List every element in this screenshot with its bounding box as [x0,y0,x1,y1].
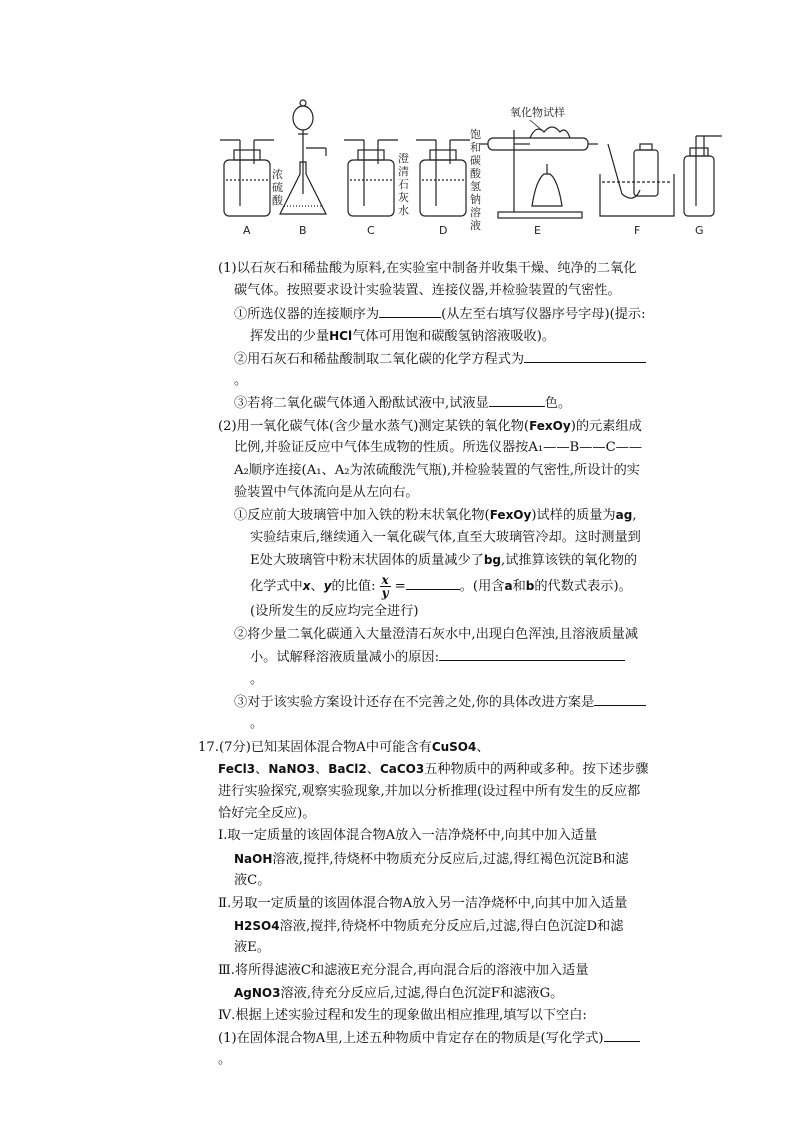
q16-p2-line4: 验装置中气体流向是从左向右。 [234,484,419,500]
q17-line2: FeCl3、NaNO3、BaCl2、CaCO3五种物质中的两种或多种。按下述步骤 [218,762,649,778]
svg-text:硫: 硫 [272,181,283,194]
q17-step2-c: 液E。 [234,940,271,956]
q17-step3: Ⅲ.将所得滤液C和滤液E充分混合,再向混合后的溶液中加入适量 [218,962,589,978]
label-b: B [299,224,307,237]
q16-p2-item1-f: 化学式中x、y的比值: $\frac{x}{y}$ = 。(用含a和b的代数式表示)。 [250,573,632,601]
q16-p2-item1-c: 实验结束后,继续通入一氧化碳气体,直至大玻璃管冷却。这时测量到 [250,529,641,545]
reagent-limewater [398,152,409,217]
apparatus-a-bottle [220,140,274,216]
q17-step2: Ⅱ.另取一定质量的该固体混合物A放入另一洁净烧杯中,向其中加入适量 [218,895,628,911]
answer-blank[interactable] [594,691,646,706]
svg-text:和: 和 [470,141,481,154]
q17-q1-end: 。 [218,1052,232,1068]
label-g: G [695,224,704,237]
svg-text:酸: 酸 [470,167,481,180]
label-f: F [634,224,641,237]
svg-text:钠: 钠 [470,193,481,206]
svg-text:澄: 澄 [398,152,409,165]
q17-step4: Ⅳ.根据上述实验过程和发生的现象做出相应推理,填写以下空白: [218,1007,587,1023]
q17-q1: (1)在固体混合物A里,上述五种物质中肯定存在的物质是(写化学式) [198,1027,680,1049]
q16-p2-item3: ③对于该实验方案设计还存在不完善之处,你的具体改进方案是 [198,691,680,713]
label-e: E [534,224,541,237]
q16-p2-item3-end: 。 [250,716,264,732]
answer-blank[interactable] [489,392,545,407]
q16-p1-item2-end: 。 [234,372,248,388]
q16-p2-item2-end: 。 [250,671,264,687]
q16-p2-item1-d: E处大玻璃管中粉末状固体的质量减少了bg,试推算该铁的氧化物的 [250,553,638,569]
q17-head: 17.(7分)已知某固体混合物A中可能含有CuSO4、 [198,739,490,755]
answer-blank[interactable] [604,1027,640,1042]
svg-text:灰: 灰 [398,191,409,204]
svg-text:氢: 氢 [470,180,481,193]
answer-blank[interactable] [439,646,625,661]
apparatus-diagram [214,94,724,240]
q16-p2-line1: (2)用一氧化碳气体(含少量水蒸气)测定某铁的氧化物(FexOy)的元素组成 [218,418,642,434]
apparatus-e-tube [480,120,598,218]
q16-p2-item1: ①反应前大玻璃管中加入铁的粉末状氧化物(FexOy)试样的质量为ag, [234,508,637,524]
apparatus-b-flask [280,100,326,214]
apparatus-f-trough [600,144,674,216]
answer-blank[interactable] [379,303,441,318]
q16-p2-line2: 比例,并验证反应中气体生成物的性质。所选仪器按A₁——B——C—— [234,440,643,456]
label-d: D [439,224,448,237]
svg-text:水: 水 [398,204,409,217]
svg-text:浓: 浓 [272,168,283,181]
q17-step2-b: H2SO4溶液,搅拌,待烧杯中物质充分反应后,过滤,得白色沉淀D和滤 [234,918,624,934]
q17-step1-c: 液C。 [234,873,271,889]
q16-p1-item1: ①所选仪器的连接顺序为 (从左至右填写仪器序号字母)(提示: [198,303,680,325]
q16-p2-item2: ②将少量二氧化碳通入大量澄清石灰水中,出现白色浑浊,且溶液质量减 [234,626,639,642]
q17-line4: 恰好完全反应)。 [218,805,316,821]
answer-blank[interactable] [524,348,646,363]
apparatus-figure [214,94,724,240]
q16-p1-item3: ③若将二氧化碳气体通入酚酞试液中,试液显 色。 [198,392,680,414]
q16-p1-item1-cont: 挥发出的少量HCl气体可用饱和碳酸氢钠溶液吸收)。 [250,329,556,345]
reagent-conc-sulfuric [272,167,284,207]
q17-step1-b: NaOH溶液,搅拌,待烧杯中物质充分反应后,过滤,得红褐色沉淀B和滤 [234,851,629,867]
svg-text:清: 清 [398,165,409,178]
svg-text:酸: 酸 [272,194,283,207]
q17-step1: Ⅰ.取一定质量的该固体混合物A放入一洁净烧杯中,向其中加入适量 [218,828,598,844]
apparatus-c-bottle [344,140,398,216]
reagent-oxide-sample: 氧化物试样 [510,106,565,119]
q17-step3-b: AgNO3溶液,待充分反应后,过滤,得白色沉淀F和滤液G。 [234,986,564,1002]
reagent-bicarbonate [470,127,482,232]
q16-p1-line2: 碳气体。按照要求设计实验装置、连接仪器,并检验装置的气密性。 [234,283,621,299]
svg-text:溶: 溶 [470,206,481,219]
label-a: A [243,224,251,237]
svg-text:石: 石 [398,178,409,191]
q16-p2-line3: A₂顺序连接(A₁、A₂为浓硫酸洗气瓶),并检验装置的气密性,所设计的实 [234,462,640,478]
svg-text:碳: 碳 [470,154,481,167]
apparatus-d-bottle [416,140,470,216]
q16-p2-item2-b: 小。试解释溶液质量减小的原因: [198,646,680,668]
svg-text:饱: 饱 [470,128,481,141]
answer-blank[interactable] [406,575,460,590]
label-c: C [367,224,375,237]
q16-p1-line1: (1)以石灰石和稀盐酸为原料,在实验室中制备并收集干燥、纯净的二氧化 [218,261,637,276]
apparatus-g-bottle [684,136,722,216]
q16-p1-item2: ②用石灰石和稀盐酸制取二氧化碳的化学方程式为 [198,348,680,370]
svg-text:液: 液 [470,219,481,232]
q17-line3: 进行实验探究,观察实验现象,并加以分析推理(设过程中所有发生的反应都 [218,783,641,799]
q16-p2-item1-j: (设所发生的反应均完全进行) [250,604,419,620]
x-over-y-fraction: $\frac{x}{y}$ [381,573,389,601]
question-text [198,258,680,1072]
